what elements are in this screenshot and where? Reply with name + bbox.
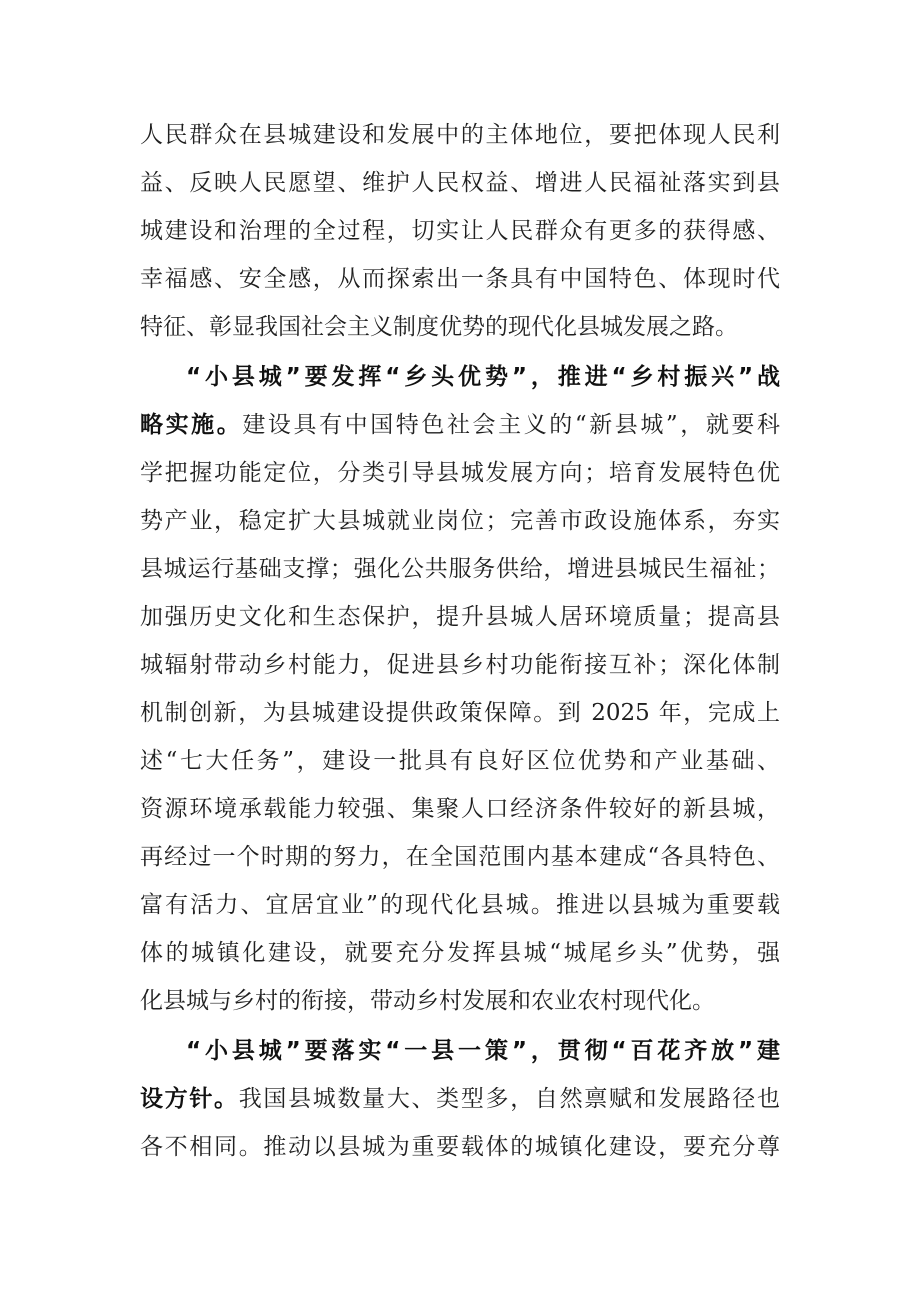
paragraph-2-line-2 <box>140 405 780 445</box>
paragraph-1-line-2: 益、反映人民愿望、维护人民权益、增进人民福祉落实到县 <box>140 170 780 196</box>
paragraph-3-line-2-text: 我国县城数量大、类型多，自然禀赋和发展路径也 <box>238 1086 781 1112</box>
paragraph-3-line-3: 各不相同。推动以县城为重要载体的城镇化建设，要充分尊 <box>140 1134 780 1160</box>
paragraph-1-line-3: 城建设和治理的全过程，切实让人民群众有更多的获得感、 <box>140 218 780 244</box>
paragraph-2-line-12: 富有活力、宜居宜业”的现代化县城。推进以县城为重要载 <box>140 892 780 918</box>
paragraph-2-line-9: 述“七大任务”，建设一批具有良好区位优势和产业基础、 <box>140 748 780 774</box>
paragraph-2-line-11: 再经过一个时期的努力，在全国范围内基本建成“各具特色、 <box>140 844 780 870</box>
paragraph-1-line-4: 幸福感、安全感，从而探索出一条具有中国特色、体现时代 <box>140 266 780 292</box>
paragraph-2-line-14: 化县城与乡村的衔接，带动乡村发展和农业农村现代化。 <box>140 988 715 1014</box>
paragraph-2-line-6: 加强历史文化和生态保护，提升县城人居环境质量；提高县 <box>140 604 780 630</box>
paragraph-3-line-2 <box>140 1079 780 1119</box>
paragraph-3-heading-end: 设方针。 <box>140 1086 239 1112</box>
paragraph-2-line-4: 势产业，稳定扩大县城就业岗位；完善市政设施体系，夯实 <box>140 508 780 534</box>
paragraph-1-line-1: 人民群众在县城建设和发展中的主体地位，要把体现人民利 <box>140 122 780 148</box>
paragraph-2-line-3: 学把握功能定位，分类引导县城发展方向；培育发展特色优 <box>140 460 780 486</box>
paragraph-2-line-8: 机制创新，为县城建设提供政策保障。到 2025 年，完成上 <box>140 700 780 726</box>
paragraph-3-heading: “小县城”要落实“一县一策”，贯彻“百花齐放”建 <box>186 1038 780 1064</box>
paragraph-2-line-13: 体的城镇化建设，就要充分发挥县城“城尾乡头”优势，强 <box>140 940 780 966</box>
paragraph-2-heading-end: 略实施。 <box>140 412 243 438</box>
paragraph-2-line-2-text: 建设具有中国特色社会主义的“新县城”，就要科 <box>242 412 780 438</box>
paragraph-2-line-7: 城辐射带动乡村能力，促进县乡村功能衔接互补；深化体制 <box>140 652 780 678</box>
paragraph-1-line-5: 特征、彰显我国社会主义制度优势的现代化县城发展之路。 <box>140 314 738 340</box>
paragraph-2-line-5: 县城运行基础支撑；强化公共服务供给，增进县城民生福祉； <box>140 556 780 582</box>
paragraph-2-line-10: 资源环境承载能力较强、集聚人口经济条件较好的新县城， <box>140 796 780 822</box>
paragraph-2-heading: “小县城”要发挥“乡头优势”，推进“乡村振兴”战 <box>186 364 780 390</box>
